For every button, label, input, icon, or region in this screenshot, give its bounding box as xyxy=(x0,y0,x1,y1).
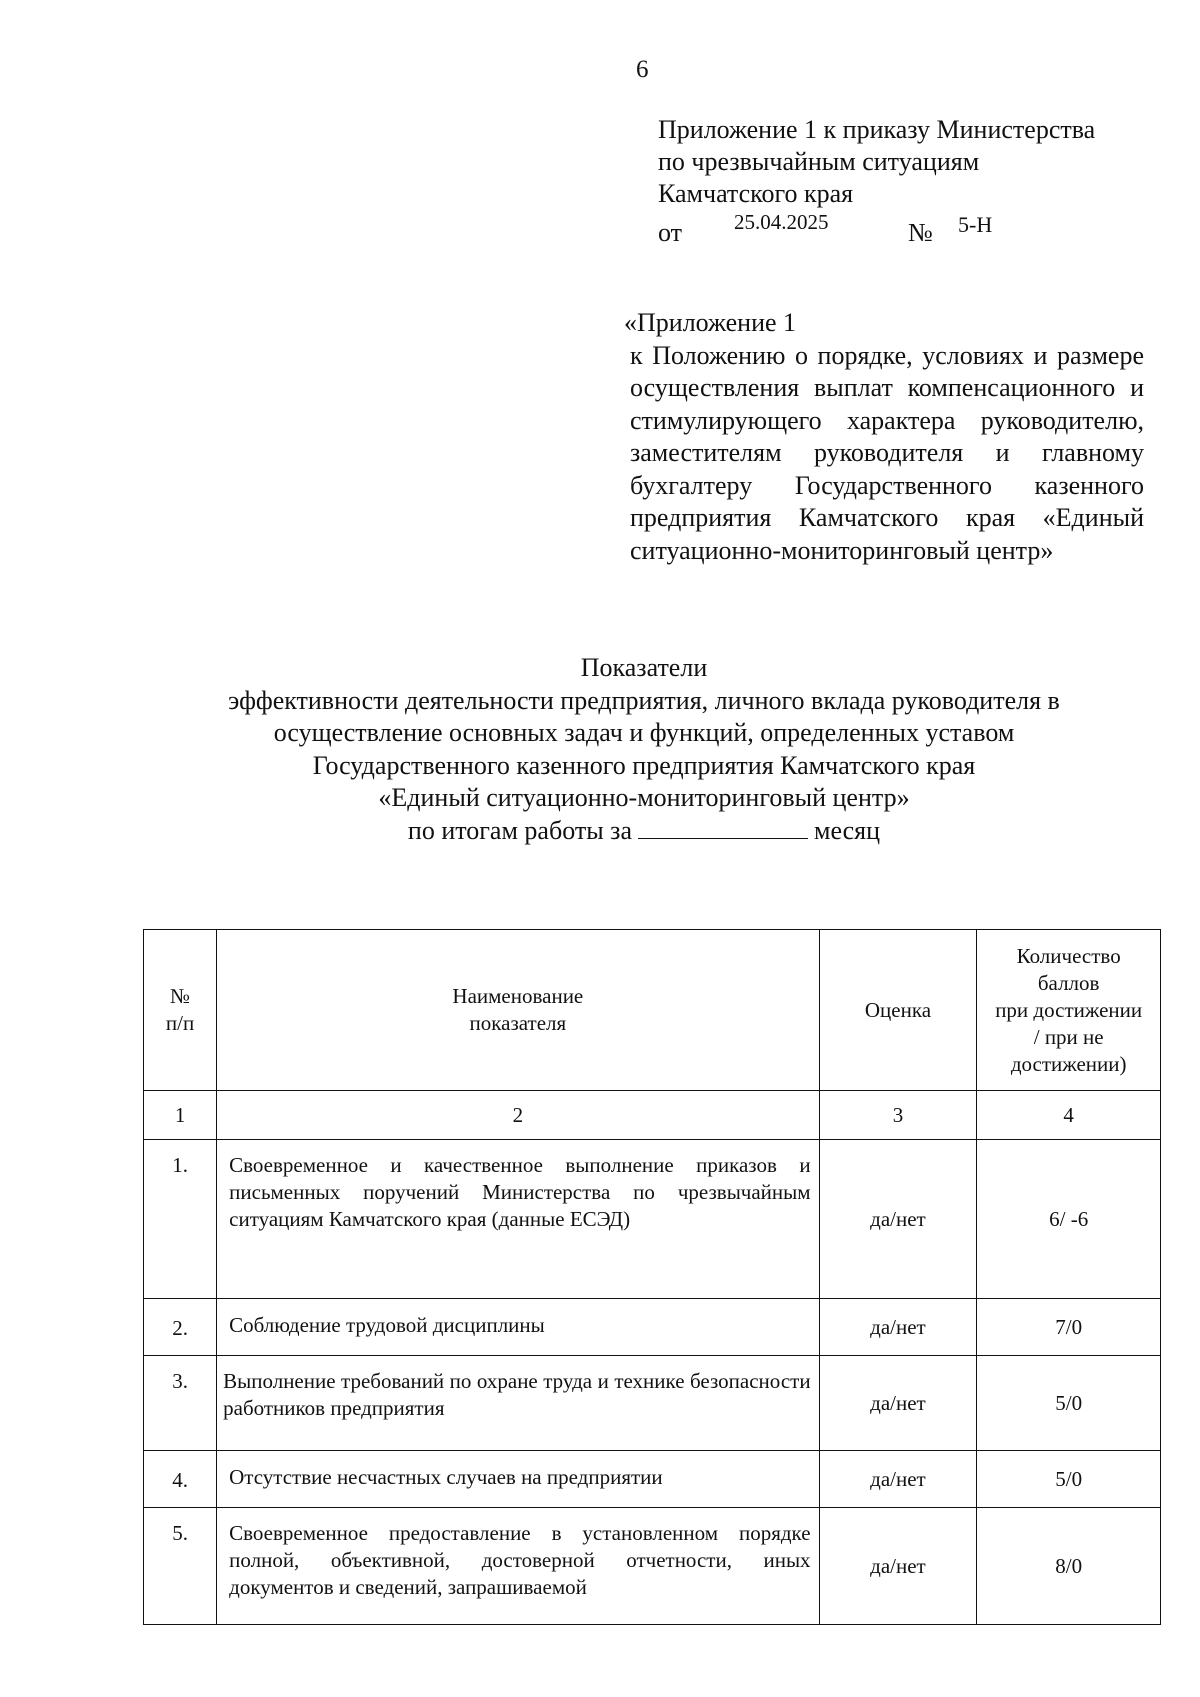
title-period-line xyxy=(100,815,1188,848)
row-number: 5. xyxy=(144,1508,217,1625)
header-points xyxy=(977,930,1161,1091)
header-num-text: № п/п xyxy=(165,984,195,1035)
title-line: «Единый ситуационно-мониторинговый центр» xyxy=(378,783,910,812)
row-evaluation: да/нет xyxy=(819,1508,977,1625)
order-date-row xyxy=(658,210,1078,247)
row-points: 6/ -6 xyxy=(977,1140,1161,1299)
row-indicator-name: Своевременное и качественное выполнение приказов и письменных поручений Министерства по чрезвычайным ситуациям Камчатского края (данные ЕСЭД) xyxy=(217,1140,819,1299)
table-row xyxy=(144,1451,1161,1508)
column-index: 1 xyxy=(144,1091,217,1140)
order-line: Камчатского края xyxy=(658,179,854,208)
column-index: 2 xyxy=(217,1091,819,1140)
order-line: по чрезвычайным ситуациям xyxy=(658,147,980,176)
order-number: 5-Н xyxy=(958,212,993,237)
title-line: Показатели xyxy=(580,653,708,682)
annex-title: «Приложение 1 xyxy=(624,308,797,337)
row-points: 5/0 xyxy=(977,1451,1161,1508)
table-row xyxy=(144,1356,1161,1451)
row-number: 3. xyxy=(144,1356,217,1451)
annex-reference xyxy=(624,307,1144,567)
header-name-text: Наименование показателя xyxy=(452,984,584,1035)
period-suffix: месяц xyxy=(814,815,881,845)
order-date: 25.04.2025 xyxy=(734,210,829,234)
title-line: осуществление основных задач и функций, определенных уставом xyxy=(273,718,1015,747)
table-row xyxy=(144,1140,1161,1299)
header-points-text: Количество баллов при достижении / при не достижении) xyxy=(995,943,1143,1076)
row-indicator-name: Выполнение требований по охране труда и технике безопасности работников предприятия xyxy=(217,1356,819,1451)
row-evaluation: да/нет xyxy=(819,1356,977,1451)
period-prefix: по итогам работы за xyxy=(407,815,632,845)
indicators-table xyxy=(143,929,1161,1625)
annex-body: к Положению о порядке, условиях и размере осуществления выплат компенсационного и стимулирующего характера руководителю, заместителям руководителя и главному бухгалтеру Государственного казенного предприятия Камчатского края «Единый ситуационно-мониторинговый центр» xyxy=(630,340,1144,565)
order-reference xyxy=(658,114,1095,210)
order-line: Приложение 1 к приказу Министерства xyxy=(658,115,1096,144)
title-line: эффективности деятельности предприятия, личного вклада руководителя в xyxy=(228,685,1060,715)
row-indicator-name: Соблюдение трудовой дисциплины xyxy=(217,1299,819,1356)
header-eval-text: Оценка xyxy=(864,997,932,1022)
row-points: 7/0 xyxy=(977,1299,1161,1356)
header-name xyxy=(217,930,819,1091)
month-blank-field[interactable] xyxy=(638,816,808,839)
header-eval xyxy=(819,930,977,1091)
row-points: 5/0 xyxy=(977,1356,1161,1451)
page-number: 6 xyxy=(636,56,649,83)
title-line: Государственного казенного предприятия Камчатского края xyxy=(312,750,976,780)
document-title xyxy=(100,652,1188,847)
header-num xyxy=(144,930,217,1091)
row-evaluation: да/нет xyxy=(819,1451,977,1508)
column-index: 3 xyxy=(819,1091,977,1140)
row-evaluation: да/нет xyxy=(819,1299,977,1356)
row-indicator-name: Отсутствие несчастных случаев на предприятии xyxy=(217,1451,819,1508)
row-points: 8/0 xyxy=(977,1508,1161,1625)
order-number-sign: № xyxy=(908,218,933,247)
table-row xyxy=(144,1508,1161,1625)
row-indicator-name: Своевременное предоставление в установленном порядке полной, объективной, достоверной отчетности, иных документов и сведений, запрашиваемой xyxy=(217,1508,819,1625)
order-date-label: от xyxy=(658,218,683,247)
row-number: 1. xyxy=(144,1140,217,1299)
column-index: 4 xyxy=(977,1091,1161,1140)
table-row xyxy=(144,1299,1161,1356)
row-number: 4. xyxy=(144,1451,217,1508)
row-number: 2. xyxy=(144,1299,217,1356)
column-index-row xyxy=(144,1091,1161,1140)
table-header-row xyxy=(144,930,1161,1091)
row-evaluation: да/нет xyxy=(819,1140,977,1299)
